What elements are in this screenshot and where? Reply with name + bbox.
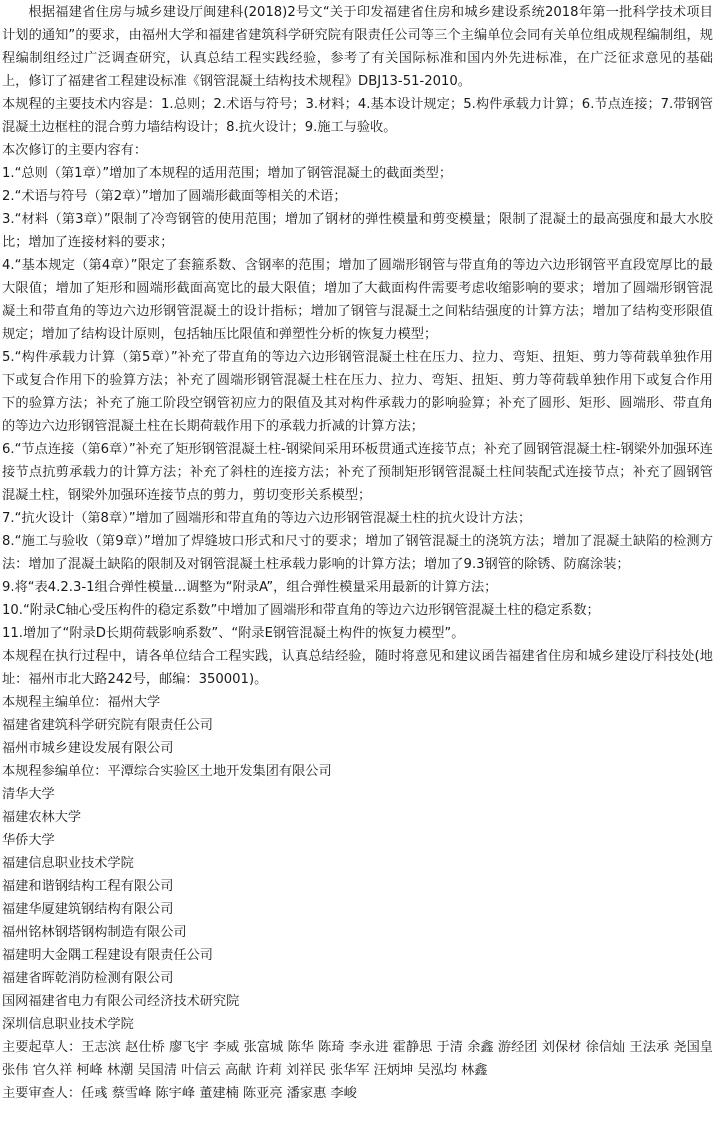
revision-item: 5.“构件承载力计算（第5章）”补充了带直角的等边六边形钢管混凝土柱在压力、拉力、弯矩、扭矩、剪力等荷载单独作用下或复合作用下的验算方法；补充了圆端形钢管混凝土柱在压力、拉力、弯矩、扭矩、剪力等荷载单独作用下或复合作用下的验算方法；补充了施工阶段空钢管初应力的限值及其对构件承载力的影响验算；补充了圆形、矩形、圆端形、带直角的等边六边形钢管混凝土柱在长期荷载作用下的承载力折减的计算方法； [2, 350, 713, 434]
intro-paragraph: 根据福建省住房与城乡建设厅闽建科(2018)2号文“关于印发福建省住房和城乡建设系统2018年第一批科学技术项目计划的通知”的要求，由福州大学和福建省建筑科学研究院有限责任公司等三个主编单位会同有关单位组成规程编制组，规程编制组经过广泛调查研究，认真总结工程实践经验，参考了有关国际标准和国内外先进标准，在广泛征求意见的基础上，修订了福建省工程建设标准《钢管混凝土结构技术规程》DBJ13-51-2010。 [2, 5, 713, 89]
revision-item: 6.“节点连接（第6章）”补充了矩形钢管混凝土柱-钢梁间采用环板贯通式连接节点；补充了圆钢管混凝土柱-钢梁外加强环连接节点抗剪承载力的计算方法；补充了斜柱的连接方法；补充了预制矩形钢管混凝土柱间装配式连接节点；补充了圆钢管混凝土柱，钢梁外加强环连接节点的剪力，剪切变形关系模型； [2, 442, 713, 503]
drafters-list: 主要起草人：王志滨 赵仕桥 廖飞宇 李威 张富城 陈华 陈琦 李永进 霍静思 于清 余鑫 游经团 刘保材 徐信灿 王法承 尧国皇 张伟 官久祥 柯峰 林潮 吴国清 叶信云 高献 许莉 刘祥民 张华军 汪炳坤 吴泓均 林鑫 [2, 1040, 713, 1078]
participating-unit: 本规程参编单位：平潭综合实验区土地开发集团有限公司 [2, 764, 332, 779]
feedback-paragraph: 本规程在执行过程中，请各单位结合工程实践，认真总结经验，随时将意见和建议函告福建省住房和城乡建设厅科技处(地址：福州市北大路242号，邮编：350001)。 [2, 649, 713, 687]
participating-unit: 国网福建省电力有限公司经济技术研究院 [2, 994, 240, 1009]
participating-unit: 清华大学 [2, 787, 55, 802]
revision-item: 4.“基本规定（第4章）”限定了套箍系数、含钢率的范围；增加了圆端形钢管与带直角的等边六边形钢管平直段宽厚比的最大限值；增加了矩形和圆端形截面高宽比的最大限值；增加了大截面构件需要考虑收缩影响的要求；增加了圆端形钢管混凝土和带直角的等边六边形钢管混凝土的设计指标；增加了钢管与混凝土之间粘结强度的计算方法；增加了结构变形限值规定；增加了结构设计原则，包括轴压比限值和弹塑性分析的恢复力模型； [2, 258, 713, 342]
participating-unit: 福建信息职业技术学院 [2, 856, 134, 871]
revision-item: 11.增加了“附录D长期荷载影响系数”、“附录E钢管混凝土构件的恢复力模型”。 [2, 626, 465, 641]
chief-unit: 福建省建筑科学研究院有限责任公司 [2, 718, 213, 733]
participating-unit: 深圳信息职业技术学院 [2, 1017, 134, 1032]
main-contents-paragraph: 本规程的主要技术内容是：1.总则；2.术语与符号；3.材料；4.基本设计规定；5.构件承载力计算；6.节点连接；7.带钢管混凝土边框柱的混合剪力墙结构设计；8.抗火设计；9.施工与验收。 [2, 97, 713, 135]
chief-unit: 福州市城乡建设发展有限公司 [2, 741, 174, 756]
participating-unit: 福建华厦建筑钢结构有限公司 [2, 902, 174, 917]
revision-item: 2.“术语与符号（第2章）”增加了圆端形截面等相关的术语； [2, 189, 347, 204]
participating-unit: 福州铭林钢塔钢构制造有限公司 [2, 925, 187, 940]
participating-unit: 华侨大学 [2, 833, 55, 848]
chief-unit: 本规程主编单位：福州大学 [2, 695, 161, 710]
revision-item: 10.“附录C轴心受压构件的稳定系数”中增加了圆端形和带直角的等边六边形钢管混凝土柱的稳定系数； [2, 603, 600, 618]
participating-unit: 福建明大金隅工程建设有限责任公司 [2, 948, 213, 963]
revision-item: 7.“抗火设计（第8章）”增加了圆端形和带直角的等边六边形钢管混凝土柱的抗火设计方法； [2, 511, 532, 526]
participating-unit: 福建农林大学 [2, 810, 82, 825]
revision-item: 1.“总则（第1章）”增加了本规程的适用范围；增加了钢管混凝土的截面类型； [2, 166, 453, 181]
participating-unit: 福建省晖乾消防检测有限公司 [2, 971, 174, 986]
revision-item: 8.“施工与验收（第9章）”增加了焊缝坡口形式和尺寸的要求；增加了钢管混凝土的浇筑方法；增加了混凝土缺陷的检测方法：增加了混凝土缺陷的限制及对钢管混凝土柱承载力影响的计算方法；增加了9.3钢管的除锈、防腐涂装； [2, 534, 713, 572]
revision-item: 9.将“表4.2.3-1组合弹性模量...调整为“附录A”，组合弹性模量采用最新的计算方法； [2, 580, 498, 595]
reviewers-list: 主要审查人：任彧 蔡雪峰 陈宇峰 董建楠 陈亚亮 潘家惠 李峻 [2, 1086, 357, 1101]
participating-unit: 福建和谐钢结构工程有限公司 [2, 879, 174, 894]
revision-heading: 本次修订的主要内容有： [2, 143, 148, 158]
revision-item: 3.“材料（第3章）”限制了冷弯钢管的使用范围；增加了钢材的弹性模量和剪变模量；限制了混凝土的最高强度和最大水胶比；增加了连接材料的要求； [2, 212, 713, 250]
